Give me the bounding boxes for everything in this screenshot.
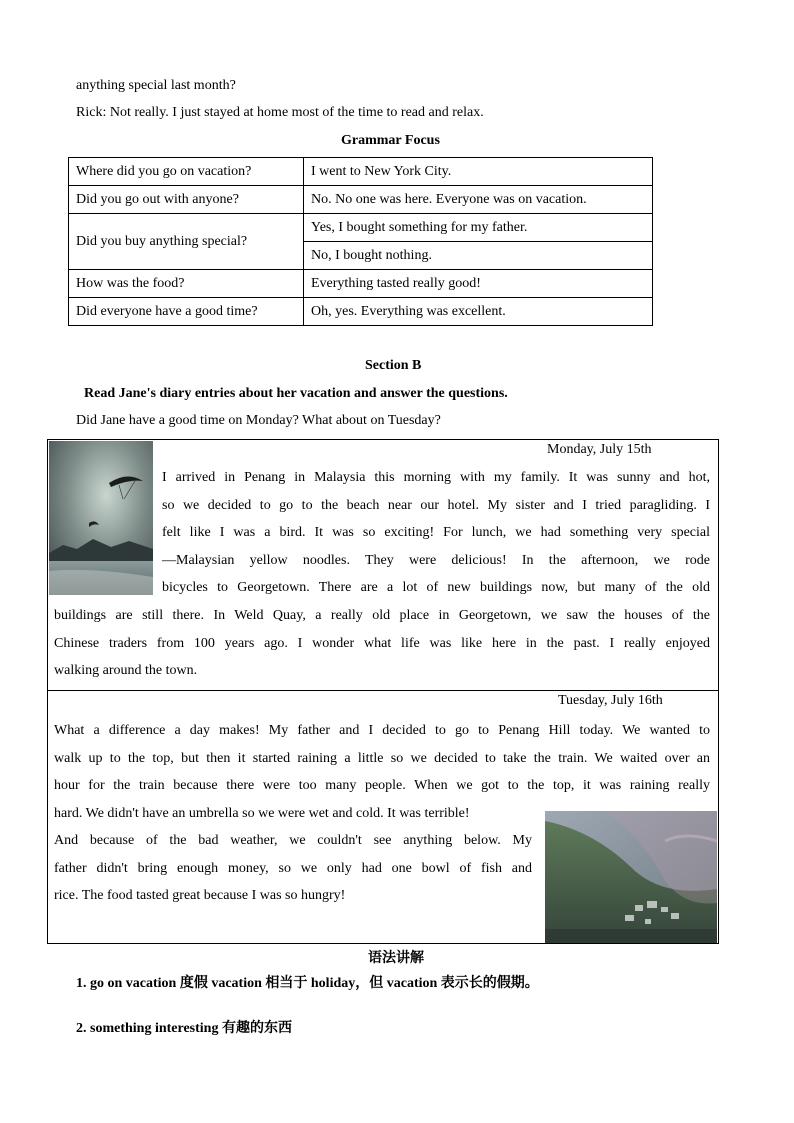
diary-line: —Malaysian yellow noodles. They were delicious! In the afternoon, we rode — [162, 552, 710, 568]
grammar-focus-title: Grammar Focus — [341, 133, 440, 148]
table-row — [69, 186, 653, 214]
hill-town-image-icon — [545, 811, 717, 943]
table-row — [69, 270, 653, 298]
diary-text-monday-full — [54, 602, 710, 685]
table-cell-answer: No, I bought nothing. — [304, 242, 653, 270]
diary-line: felt like I was a bird. It was so exciting! For lunch, we had something very special — [162, 525, 710, 541]
section-b-instruction: Read Jane's diary entries about her vacation and answer the questions. — [84, 386, 508, 401]
diary-line: hour for the train because there were too many people. When we got to the top, it was raining really — [54, 778, 710, 794]
diary-text-tuesday-wrapped — [54, 827, 532, 910]
paragliding-image-icon — [49, 441, 153, 595]
table-cell-answer: Everything tasted really good! — [304, 270, 653, 298]
grammar-notes-title: 语法讲解 — [368, 950, 424, 966]
diary-line: buildings are still there. In Weld Quay, a really old place in Georgetown, we saw the houses of the — [54, 608, 710, 623]
table-cell-question: Where did you go on vacation? — [69, 158, 304, 186]
table-cell-answer: Oh, yes. Everything was excellent. — [304, 298, 653, 326]
grammar-note-item: 2. something interesting 有趣的东西 — [76, 1021, 292, 1036]
paragliding-photo — [49, 441, 153, 595]
diary-entry-monday — [47, 439, 719, 691]
table-cell-answer: No. No one was here. Everyone was on vacation. — [304, 186, 653, 214]
diary-line: walk up to the top, but then it started raining a little so we decided to take the train. We waited over an — [54, 750, 710, 766]
grammar-focus-table — [68, 157, 653, 326]
diary-line: hard. We didn't have an umbrella so we were wet and cold. It was terrible! — [54, 805, 470, 821]
dialogue-line-2: Rick: Not really. I just stayed at home most of the time to read and relax. — [76, 105, 484, 120]
section-b-question: Did Jane have a good time on Monday? What about on Tuesday? — [76, 413, 441, 428]
grammar-note-item: 1. go on vacation 度假 vacation 相当于 holiday，但 vacation 表示长的假期。 — [76, 976, 539, 991]
diary-line: Chinese traders from 100 years ago. I wonder what life was like here in the past. I really enjoyed — [54, 635, 710, 651]
table-cell-question: Did you buy anything special? — [69, 214, 304, 270]
table-row — [69, 158, 653, 186]
penang-hill-photo — [545, 811, 717, 943]
diary-line: walking around the town. — [54, 663, 198, 679]
table-row — [69, 214, 653, 242]
diary-line: rice. The food tasted great because I was so hungry! — [54, 888, 346, 904]
table-cell-answer: Yes, I bought something for my father. — [304, 214, 653, 242]
diary-text-monday-wrapped — [162, 464, 710, 602]
diary-line: I arrived in Penang in Malaysia this morning with my family. It was sunny and hot, — [162, 470, 710, 485]
table-cell-question: How was the food? — [69, 270, 304, 298]
diary-line: And because of the bad weather, we couldn't see anything below. My — [54, 833, 532, 848]
table-cell-question: Did everyone have a good time? — [69, 298, 304, 326]
section-b-title: Section B — [365, 358, 422, 373]
diary-date-tuesday: Tuesday, July 16th — [558, 693, 663, 708]
table-cell-answer: I went to New York City. — [304, 158, 653, 186]
diary-line: father didn't bring enough money, so we only had one bowl of fish and — [54, 860, 532, 876]
diary-date-monday: Monday, July 15th — [547, 442, 652, 457]
dialogue-line-1: anything special last month? — [76, 78, 236, 93]
diary-entry-tuesday — [47, 690, 719, 944]
table-row — [69, 298, 653, 326]
diary-line: bicycles to Georgetown. There are a lot of new buildings now, but many of the old — [162, 580, 710, 596]
diary-line: What a difference a day makes! My father and I decided to go to Penang Hill today. We wanted to — [54, 723, 710, 738]
table-cell-question: Did you go out with anyone? — [69, 186, 304, 214]
diary-line: so we decided to go to the beach near our hotel. My sister and I tried paragliding. I — [162, 497, 710, 513]
